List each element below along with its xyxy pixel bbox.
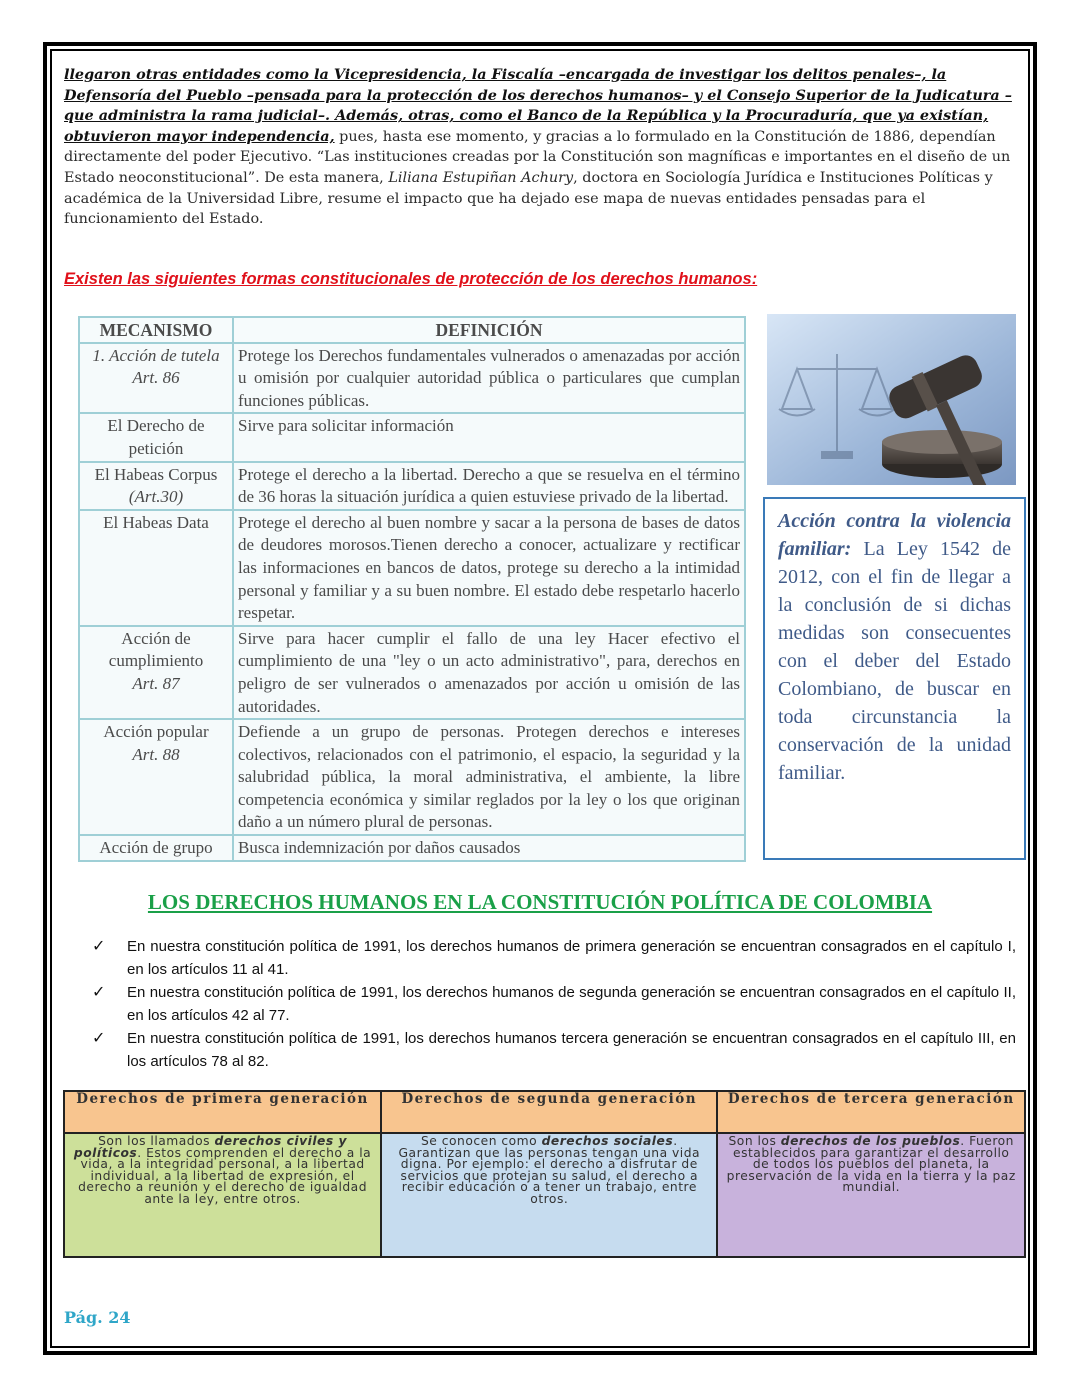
list-item <box>92 935 1016 981</box>
mechanism-habeas-corpus-article: (Art.30) <box>128 487 184 507</box>
cell-first-bold: derechos civiles y políticos <box>73 1134 347 1160</box>
forms-heading: Existen las siguientes formas constitucionales de protección de los derechos humanos: <box>64 270 758 288</box>
gavel-scales-image <box>767 314 1016 485</box>
cell-second-pre: Se conocen como <box>420 1134 542 1148</box>
header-first-generation: Derechos de primera generación <box>64 1091 381 1133</box>
generations-list <box>92 935 1016 1073</box>
intro-paragraph <box>64 65 1016 230</box>
cell-first-generation <box>64 1133 381 1257</box>
intro-underlined-text: llegaron otras entidades como la Vicepresidencia, la Fiscalía –encargada de investigar los delitos penales–, la Defensoría del Pueblo –pensada para la protección de los derechos humanos– y el Consejo Superior de la Judicatura –que administra la rama judicial–. Además, otras, como el Banco de la República y la Procuraduría, que ya existían, obtuvieron mayor independencia, <box>64 66 1012 145</box>
definition-habeas-corpus: Protege el derecho a la libertad. Derecho a que se resuelva en el término de 36 horas la situación jurídica a quien estuviese privado de la libertad. <box>233 462 745 510</box>
mechanism-popular <box>79 719 233 835</box>
list-item-text: En nuestra constitución política de 1991, los derechos humanos de segunda generación se encuentran consagrados en el capítulo II, en los artículos 42 al 77. <box>127 984 1016 1024</box>
mechanisms-header-mechanism: MECANISMO <box>79 317 233 343</box>
section-title: LOS DERECHOS HUMANOS EN LA CONSTITUCIÓN POLÍTICA DE COLOMBIA <box>147 890 933 914</box>
checkmark-icon: ✓ <box>92 938 106 955</box>
definition-cumplimiento: Sirve para hacer cumplir el fallo de una ley Hacer efectivo el cumplimiento de una "ley o un acto administrativo", para, derechos en peligro de ser vulnerados o amenazados por acción u omisión de las autoridades. <box>233 626 745 719</box>
mechanism-cumplimiento-name: Acción de cumplimiento <box>108 628 204 671</box>
list-item-text: En nuestra constitución política de 1991, los derechos humanos tercera generación se encuentran consagrados en el capítulo III, en los artículos 78 al 82. <box>127 1030 1016 1070</box>
checkmark-icon: ✓ <box>92 1030 106 1047</box>
cell-second-generation <box>381 1133 717 1257</box>
page-number: Pág. 24 <box>64 1308 131 1327</box>
list-item-text: En nuestra constitución política de 1991, los derechos humanos de primera generación se encuentran consagrados en el capítulo I, en los artículos 11 al 41. <box>127 938 1016 978</box>
cell-first-pre: Son los llamados <box>98 1134 215 1148</box>
family-violence-box <box>763 497 1026 860</box>
mechanism-popular-article: Art. 88 <box>132 744 180 764</box>
cell-third-bold: derechos de los pueblos <box>780 1134 961 1148</box>
table-row <box>79 626 745 719</box>
header-second-generation: Derechos de segunda generación <box>381 1091 717 1133</box>
mechanism-tutela: 1. Acción de tutela Art. 86 <box>79 343 233 414</box>
mechanism-habeas-data: El Habeas Data <box>79 510 233 626</box>
table-row <box>79 343 745 414</box>
generations-table <box>63 1090 1026 1258</box>
mechanism-popular-name: Acción popular <box>103 722 209 742</box>
family-box-text: La Ley 1542 de 2012, con el fin de llegar a la conclusión de si dichas medidas son consecuentes con el deber del Estado Colombiano, de buscar en toda circunstancia la conservación de la unidad familiar. <box>778 538 1011 784</box>
table-row <box>79 413 745 461</box>
table-row <box>79 719 745 835</box>
table-row <box>79 510 745 626</box>
family-box-title: Acción contra la violencia familiar: <box>778 510 1011 560</box>
table-row <box>79 462 745 510</box>
mechanisms-header-row <box>79 317 745 343</box>
cell-second-bold: derechos sociales <box>541 1134 674 1148</box>
cell-second-post: . Garantizan que las personas tengan una vida digna. Por ejemplo: el derecho a disfrutar de servicios que protejan su salud, el derecho a recibir educación o a tener un trabajo, entre otros. <box>398 1134 701 1206</box>
list-item <box>92 981 1016 1027</box>
mechanism-habeas-corpus-name: El Habeas Corpus <box>94 464 218 484</box>
mechanisms-header-definition: DEFINICIÓN <box>233 317 745 343</box>
cell-first-post: . Estos comprenden el derecho a la vida, a la integridad personal, a la libertad individual, a la libertad de expresión, el derecho a reunión y el derecho de igualdad ante la ley, entre otros. <box>78 1145 372 1206</box>
mechanism-cumplimiento-article: Art. 87 <box>132 673 180 693</box>
list-item <box>92 1027 1016 1073</box>
intro-author: Liliana Estupiñan Achury <box>388 169 574 186</box>
mechanism-cumplimiento <box>79 626 233 719</box>
definition-habeas-data: Protege el derecho al buen nombre y sacar a la persona de bases de datos de deudores morosos.Tienen derecho a conocer, actualizare y rectificar las informaciones en bancos de datos, protege su derecho a la intimidad personal y familiar y a su buen nombre. El estado debe respetarlo hacerlo respetar. <box>233 510 745 626</box>
cell-third-generation <box>717 1133 1025 1257</box>
mechanism-peticion: El Derecho de petición <box>79 413 233 461</box>
intro-text-2: , doctora en Sociología Jurídica e Instituciones Políticas y académica de la Universidad Libre, resume el impacto que ha dejado ese mapa de nuevas entidades pensadas para el funcionamiento del Estado. <box>64 169 993 228</box>
definition-popular: Defiende a un grupo de personas. Protegen derechos e intereses colectivos, relacionados con el patrimonio, el espacio, la seguridad y la salubridad pública, la moral administrativa, el ambiente, la libre competencia económica y similar reglados por la ley o los que originan daño a un número plural de personas. <box>233 719 745 835</box>
mechanism-habeas-corpus <box>79 462 233 510</box>
checkmark-icon: ✓ <box>92 984 106 1001</box>
definition-tutela: Protege los Derechos fundamentales vulnerados o amenazadas por acción u omisión por cualquier autoridad pública o particulares que cumplan funciones públicas. <box>233 343 745 414</box>
definition-grupo: Busca indemnización por daños causados <box>233 835 745 861</box>
header-third-generation: Derechos de tercera generación <box>717 1091 1025 1133</box>
cell-third-post: . Fueron establecidos para garantizar el desarrollo de todos los pueblos del planeta, la preservación de la vida en la tierra y la paz mundial. <box>726 1134 1016 1194</box>
generations-header-row <box>64 1091 1025 1133</box>
definition-peticion: Sirve para solicitar información <box>233 413 745 461</box>
mechanism-grupo: Acción de grupo <box>79 835 233 861</box>
mechanisms-table <box>78 316 746 862</box>
table-row <box>79 835 745 861</box>
generations-body-row <box>64 1133 1025 1257</box>
cell-third-pre: Son los <box>728 1134 781 1148</box>
intro-text-1: pues, hasta ese momento, y gracias a lo formulado en la Constitución de 1886, dependían directamente del poder Ejecutivo. “Las instituciones creadas por la Constitución son magníficas e importantes en el diseño de un Estado neoconstitucional”. De esta manera, <box>64 128 1011 186</box>
